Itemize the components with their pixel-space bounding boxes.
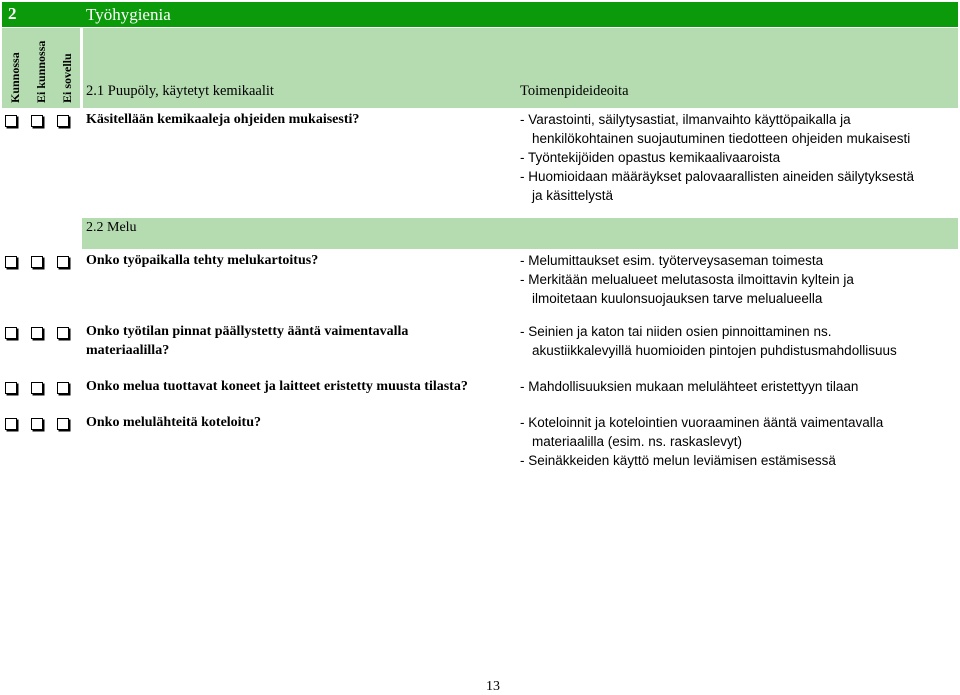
measure-item: - Seinäkkeiden käyttö melun leviämisen estämisessä	[520, 453, 836, 468]
measure-item: - Työntekijöiden opastus kemikaalivaaroista	[520, 150, 781, 165]
column-divider	[80, 28, 83, 108]
checkbox-ei-sovellu[interactable]	[57, 327, 69, 339]
subsection-bar	[82, 218, 958, 249]
checkbox-ei-sovellu[interactable]	[57, 256, 69, 268]
column-label-ei-kunnossa	[34, 89, 48, 103]
checkbox-ei-sovellu[interactable]	[57, 418, 69, 430]
measure-item-cont: ilmoitetaan kuulonsuojauksen tarve melualueella	[532, 291, 823, 306]
measure-item: - Melumittaukset esim. työterveysaseman toimesta	[520, 253, 824, 268]
checkbox-ei-kunnossa[interactable]	[31, 327, 43, 339]
checkbox-kunnossa[interactable]	[5, 256, 17, 268]
measures-list	[520, 251, 854, 308]
measure-item: - Huomioidaan määräykset palovaarallisten aineiden säilytyksestä	[520, 169, 914, 184]
section-title: Työhygienia	[86, 5, 171, 24]
checkbox-ei-sovellu[interactable]	[57, 115, 69, 127]
question-text: Onko työtilan pinnat päällystetty ääntä vaimentavalla materiaalilla?	[86, 324, 409, 358]
measure-item: - Varastointi, säilytysastiat, ilmanvaihto käyttöpaikalla ja	[520, 112, 851, 127]
measures-list	[520, 322, 897, 360]
checkbox-ei-kunnossa[interactable]	[31, 256, 43, 268]
checkbox-kunnossa[interactable]	[5, 115, 17, 127]
measure-item-cont: materiaalilla (esim. ns. raskaslevyt)	[532, 434, 743, 449]
measure-item-cont: akustiikkalevyillä huomioiden pintojen puhdistusmahdollisuus	[532, 343, 897, 358]
question-text: Onko melulähteitä koteloitu?	[86, 415, 262, 430]
subsection-title: 2.1 Puupöly, käytetyt kemikaalit	[86, 83, 274, 99]
measures-list	[520, 413, 883, 470]
measure-item: - Mahdollisuuksien mukaan melulähteet eristettyyn tilaan	[520, 379, 859, 394]
measures-list	[520, 110, 914, 205]
checkbox-kunnossa[interactable]	[5, 418, 17, 430]
checkbox-ei-kunnossa[interactable]	[31, 115, 43, 127]
checkbox-kunnossa[interactable]	[5, 382, 17, 394]
column-label-kunnossa	[8, 89, 22, 103]
checkbox-ei-kunnossa[interactable]	[31, 382, 43, 394]
measure-item-cont: henkilökohtainen suojautuminen tiedotteen ohjeiden mukaisesti	[532, 131, 911, 146]
measure-item: - Seinien ja katon tai niiden osien pinnoittaminen ns.	[520, 324, 832, 339]
measure-item: - Merkitään melualueet melutasosta ilmoittavin kyltein ja	[520, 272, 854, 287]
checkbox-ei-sovellu[interactable]	[57, 382, 69, 394]
column-label-ei-sovellu	[60, 89, 74, 103]
checkbox-kunnossa[interactable]	[5, 327, 17, 339]
page-number: 13	[486, 679, 500, 694]
checkbox-ei-kunnossa[interactable]	[31, 418, 43, 430]
question-text: Käsitellään kemikaaleja ohjeiden mukaisesti?	[86, 112, 360, 127]
measure-item-cont: ja käsittelystä	[532, 188, 614, 203]
measure-item: - Koteloinnit ja kotelointien vuoraaminen ääntä vaimentavalla	[520, 415, 884, 430]
measures-list	[520, 377, 858, 396]
section-number: 2	[8, 4, 17, 23]
question-text: Onko melua tuottavat koneet ja laitteet eristetty muusta tilasta?	[86, 379, 468, 394]
measures-header: Toimenpideideoita	[520, 83, 629, 99]
question-text: Onko työpaikalla tehty melukartoitus?	[86, 253, 319, 268]
subsection-title: 2.2 Melu	[86, 220, 137, 235]
